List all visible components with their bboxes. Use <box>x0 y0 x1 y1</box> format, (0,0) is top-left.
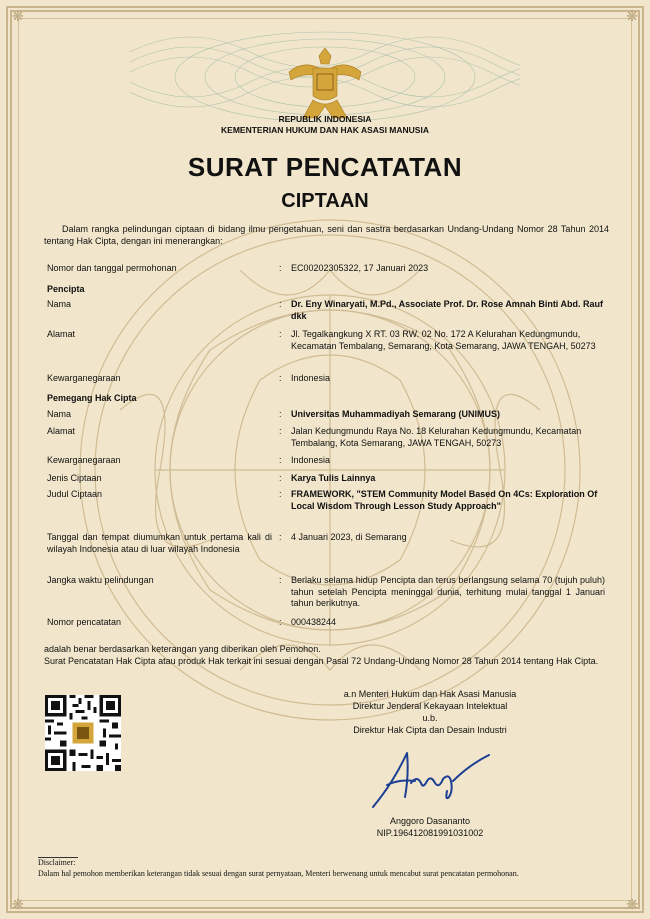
record-number: 000438244 <box>291 617 337 627</box>
colon: : <box>279 426 282 436</box>
document-title: SURAT PENCATATAN <box>187 152 463 182</box>
section-creator: Pencipta <box>47 284 85 294</box>
colon: : <box>279 299 282 309</box>
signatory-nip: NIP.196412081991031002 <box>376 828 484 838</box>
corner-ornament-icon: ❋ <box>626 8 638 24</box>
document-subtitle: CIPTAAN <box>281 190 369 212</box>
closing-statement: adalah benar berdasarkan keterangan yang diberikan oleh Pemohon. <box>44 644 321 654</box>
disclaimer-heading: Disclaimer: <box>38 858 76 867</box>
legal-basis: Surat Pencatatan Hak Cipta atau produk Hak terkait ini sesuai dengan Pasal 72 Undang-Undang Nomor 28 Tahun 2014 tentang Hak Cipta. <box>44 656 599 666</box>
intro-paragraph: Dalam rangka pelindungan ciptaan di bidang ilmu pengetahuan, seni dan sastra berdasarkan Undang-Undang Nomor 28 Tahun 2014 tentang Hak Cipta, dengan ini menerangkan: <box>44 224 609 246</box>
signatory-line-3: u.b. <box>422 713 438 723</box>
publication-date-place: 4 Januari 2023, di Semarang <box>291 532 407 542</box>
colon: : <box>279 489 282 499</box>
field-label: Jenis Ciptaan <box>47 473 102 483</box>
signatory-line-1: a.n Menteri Hukum dan Hak Asasi Manusia <box>343 689 517 699</box>
colon: : <box>279 532 282 542</box>
disclaimer-text: Dalam hal pemohon memberikan keterangan tidak sesuai dengan surat pernyataan, Menteri berwenang untuk mencabut surat pencatatan permohonan. <box>38 869 519 878</box>
field-label: Alamat <box>47 329 76 339</box>
corner-ornament-icon: ❋ <box>12 896 24 912</box>
field-label: Nomor pencatatan <box>47 617 122 627</box>
signatory-name: Anggoro Dasananto <box>389 816 471 826</box>
handwritten-signature <box>365 745 495 815</box>
header-country: REPUBLIK INDONESIA <box>278 114 372 124</box>
field-label: Kewarganegaraan <box>47 373 121 383</box>
corner-ornament-icon: ❋ <box>12 8 24 24</box>
field-label: Alamat <box>47 426 76 436</box>
work-type: Karya Tulis Lainnya <box>291 473 376 483</box>
application-number: EC00202305322, 17 Januari 2023 <box>291 263 429 273</box>
section-holder: Pemegang Hak Cipta <box>47 393 137 403</box>
colon: : <box>279 617 282 627</box>
colon: : <box>279 263 282 273</box>
colon: : <box>279 473 282 483</box>
field-label: Nama <box>47 409 72 419</box>
field-label: Nomor dan tanggal permohonan <box>47 263 177 273</box>
creator-nationality: Indonesia <box>291 373 331 383</box>
colon: : <box>279 409 282 419</box>
holder-nationality: Indonesia <box>291 455 331 465</box>
signatory-line-2: Direktur Jenderal Kekayaan Intelektual <box>352 701 508 711</box>
work-title: FRAMEWORK, "STEM Community Model Based On 4Cs: Exploration Of Local Wisdom Through Lesson Study Approach" <box>291 489 598 511</box>
field-label: Kewarganegaraan <box>47 455 121 465</box>
header-ministry: KEMENTERIAN HUKUM DAN HAK ASASI MANUSIA <box>221 125 429 135</box>
field-label: Tanggal dan tempat diumumkan untuk pertama kali di wilayah Indonesia atau di luar wilayah Indonesia <box>47 532 272 554</box>
field-label: Nama <box>47 299 72 309</box>
corner-ornament-icon: ❋ <box>626 896 638 912</box>
creator-name: Dr. Eny Winaryati, M.Pd., Associate Prof. Dr. Rose Amnah Binti Abd. Rauf dkk <box>291 299 603 321</box>
colon: : <box>279 373 282 383</box>
field-label: Judul Ciptaan <box>47 489 103 499</box>
holder-address: Jalan Kedungmundu Raya No. 18 Kelurahan Kedungmundu, Kecamatan Tembalang, Kota Semarang, JAWA TENGAH, 50273 <box>291 426 582 448</box>
protection-term: Berlaku selama hidup Pencipta dan terus berlangsung selama 70 (tujuh puluh) tahun setelah Pencipta meninggal dunia, terhitung mulai tanggal 1 Januari tahun berikutnya. <box>291 575 605 608</box>
holder-name: Universitas Muhammadiyah Semarang (UNIMUS) <box>291 409 501 419</box>
signatory-line-4: Direktur Hak Cipta dan Desain Industri <box>353 725 507 735</box>
creator-address: Jl. Tegalkangkung X RT. 03 RW. 02 No. 172 A Kelurahan Kedungmundu, Kecamatan Tembalang, Semarang, Kota Semarang, JAWA TENGAH, 50273 <box>291 329 596 351</box>
colon: : <box>279 329 282 339</box>
qr-code-icon <box>45 695 121 771</box>
field-label: Jangka waktu pelindungan <box>47 575 154 585</box>
colon: : <box>279 575 282 585</box>
colon: : <box>279 455 282 465</box>
